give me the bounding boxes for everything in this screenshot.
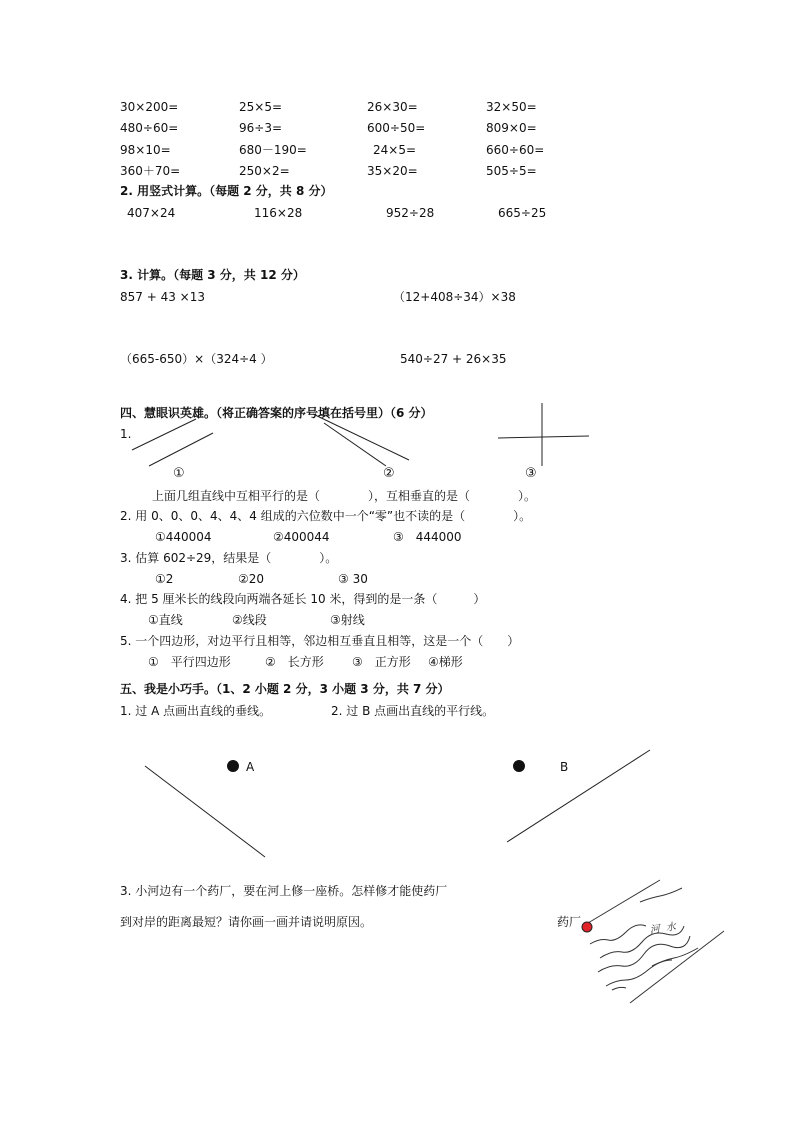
figure2-line-a <box>313 414 409 460</box>
section4-q4-option: ③射线 <box>330 613 365 627</box>
figure3-label: ③ <box>525 466 537 481</box>
vertical-calc-title: 2. 用竖式计算。（每题 2 分，共 8 分） <box>120 184 333 198</box>
factory-dot <box>582 922 592 932</box>
river-bank-bottom <box>630 931 724 1003</box>
section4-q4-text: 4. 把 5 厘米长的线段向两端各延长 10 米，得到的是一条（ ） <box>120 592 486 606</box>
oral-calc-item: 24×5= <box>373 143 417 157</box>
section5-q2-text: 2. 过 B 点画出直线的平行线。 <box>331 704 495 718</box>
section4-q3-option: ②20 <box>238 572 265 586</box>
oral-calc-item: 25×5= <box>239 100 283 114</box>
oral-calc-item: 32×50= <box>486 100 537 114</box>
oral-calc-item: 360＋70= <box>120 164 181 178</box>
vertical-calc-item: 407×24 <box>127 206 176 220</box>
point-a-dot <box>227 760 239 772</box>
section4-q2-option: ③ 444000 <box>393 530 462 544</box>
section5-q1-text: 1. 过 A 点画出直线的垂线。 <box>120 704 272 718</box>
figure3-line-horizontal <box>498 436 589 438</box>
section4-q4-option: ①直线 <box>148 613 183 627</box>
compute-item: 540÷27 + 26×35 <box>400 352 507 366</box>
line-for-parallel <box>507 750 650 842</box>
point-a-label: A <box>246 760 255 774</box>
compute-title: 3. 计算。（每题 3 分，共 12 分） <box>120 268 305 282</box>
figure1-line-bottom <box>149 433 213 466</box>
oral-calc-item: 98×10= <box>120 143 171 157</box>
section5-q3-line2: 到对岸的距离最短？请你画一画并请说明原因。 <box>120 915 373 929</box>
section5-title: 五、我是小巧手。（1、2 小题 2 分，3 小题 3 分，共 7 分） <box>120 682 450 696</box>
section4-q2-option: ②400044 <box>273 530 330 544</box>
section4-q2-text: 2. 用 0、0、0、4、4、4 组成的六位数中一个“零”也不读的是（ ）。 <box>120 509 532 523</box>
compute-item: （665-650）×（324÷4 ） <box>120 352 273 366</box>
river-wave <box>598 936 690 972</box>
factory-label: 药厂 <box>557 915 582 929</box>
oral-calc-item: 35×20= <box>367 164 418 178</box>
river-wave <box>640 888 682 902</box>
oral-calc-item: 480÷60= <box>120 121 179 135</box>
river-wave <box>612 987 626 990</box>
oral-calc-item: 680－190= <box>239 143 307 157</box>
section4-q5-text: 5. 一个四边形，对边平行且相等，邻边相互垂直且相等，这是一个（ ） <box>120 634 520 648</box>
river-label: 河水 <box>649 920 683 937</box>
section4-title: 四、慧眼识英雄。（将正确答案的序号填在括号里）（6 分） <box>120 406 433 420</box>
section4-q5-option: ③ 正方形 <box>352 655 411 669</box>
river-bank-top <box>583 880 660 926</box>
compute-item: （12+408÷34）×38 <box>393 290 516 304</box>
section4-q2-option: ①440004 <box>155 530 212 544</box>
section4-q5-option: ④梯形 <box>428 655 463 669</box>
oral-calc-item: 660÷60= <box>486 143 545 157</box>
point-b-label: B <box>560 760 569 774</box>
river-wave <box>606 960 672 986</box>
section4-q1-text: 上面几组直线中互相平行的是（ ），互相垂直的是（ ）。 <box>152 489 537 503</box>
oral-calc-item: 505÷5= <box>486 164 537 178</box>
oral-calc-item: 809×0= <box>486 121 537 135</box>
vertical-calc-item: 116×28 <box>254 206 303 220</box>
section4-q3-text: 3. 估算 602÷29，结果是（ ）。 <box>120 551 338 565</box>
vertical-calc-item: 665÷25 <box>498 206 547 220</box>
section4-q1-number: 1. <box>120 427 132 441</box>
section4-q3-option: ③ 30 <box>338 572 368 586</box>
river-wave <box>590 925 646 944</box>
section4-q5-option: ② 长方形 <box>265 655 324 669</box>
figure2-label: ② <box>383 466 395 481</box>
compute-item: 857 + 43 ×13 <box>120 290 205 304</box>
line-for-perpendicular <box>145 766 265 857</box>
river-illustration <box>583 880 724 1003</box>
oral-calc-item: 600÷50= <box>367 121 426 135</box>
figure1-label: ① <box>173 466 185 481</box>
oral-calc-item: 26×30= <box>367 100 418 114</box>
section4-q5-option: ① 平行四边形 <box>148 655 231 669</box>
figure1-line-top <box>132 419 196 450</box>
river-wave <box>652 948 698 966</box>
oral-calc-item: 250×2= <box>239 164 290 178</box>
point-b-dot <box>513 760 525 772</box>
vertical-calc-item: 952÷28 <box>386 206 435 220</box>
section4-q4-option: ②线段 <box>232 613 267 627</box>
oral-calc-item: 30×200= <box>120 100 179 114</box>
section5-q3-line1: 3. 小河边有一个药厂，要在河上修一座桥。怎样修才能使药厂 <box>120 884 448 898</box>
oral-calc-item: 96÷3= <box>239 121 283 135</box>
section4-q3-option: ①2 <box>155 572 174 586</box>
